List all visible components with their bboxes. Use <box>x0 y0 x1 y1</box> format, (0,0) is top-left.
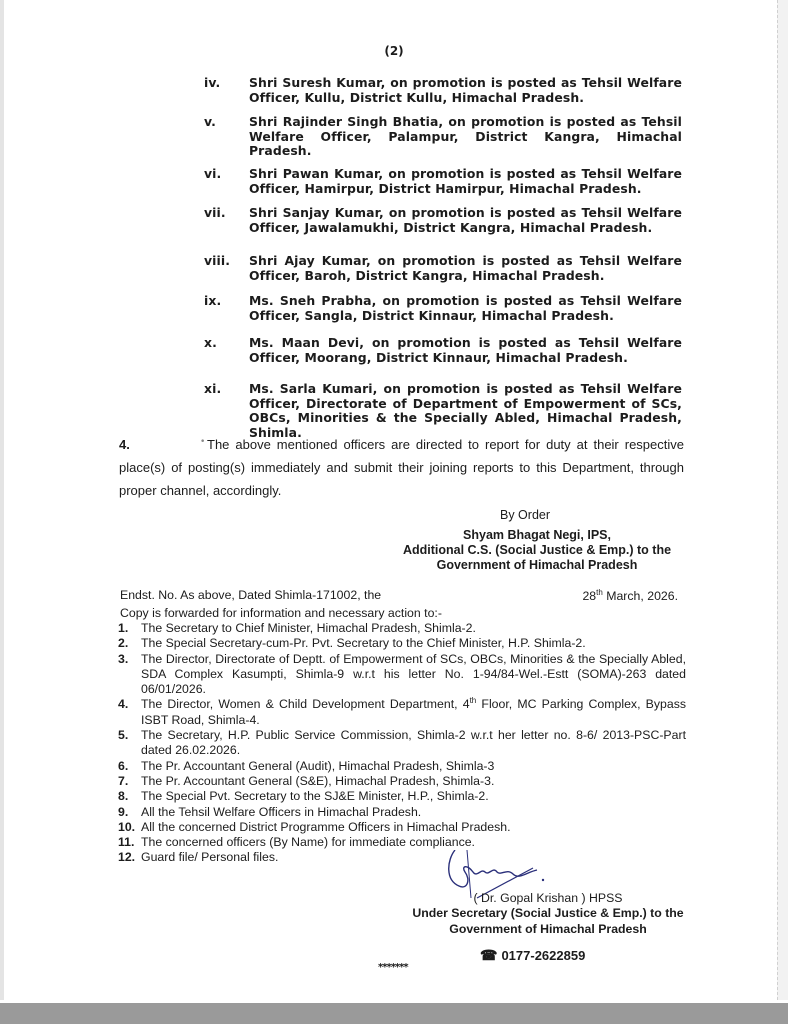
copy-list-item <box>118 652 686 698</box>
copy-list-item <box>118 728 686 759</box>
copy-item-text: The Special Pvt. Secretary to the SJ&E Minister, H.P., Shimla-2. <box>141 789 489 804</box>
order-signatory <box>398 528 676 573</box>
posting-item <box>204 75 682 105</box>
copy-item-text: Guard file/ Personal files. <box>141 850 279 865</box>
signatory-name: Shyam Bhagat Negi, IPS, <box>463 528 611 542</box>
posting-item <box>204 166 682 196</box>
signatory-government: Government of Himachal Pradesh <box>436 558 638 572</box>
posting-item <box>204 381 682 440</box>
copy-item-text: The Director, Women & Child Development Department, 4 <box>141 697 470 712</box>
copy-item-text: The Pr. Accountant General (S&E), Himachal Pradesh, Shimla-3. <box>141 773 495 788</box>
signatory-name: ( Dr. Gopal Krishan ) HPSS <box>473 891 623 905</box>
phone-line <box>480 947 585 964</box>
copy-item-number: 5. <box>118 728 129 743</box>
copy-distribution-list <box>118 621 686 866</box>
copy-item-number: 8. <box>118 789 129 804</box>
posting-number: ix. <box>204 293 222 308</box>
copy-item-text: Floor, MC Parking Complex, Bypass ISBT Road, Shimla-4. <box>141 697 686 727</box>
copy-intro: Copy is forwarded for information and necessary action to:- <box>120 606 442 620</box>
copy-item-text: The concerned officers (By Name) for immediate compliance. <box>141 835 475 850</box>
page-number: (2) <box>384 44 404 58</box>
copy-item-text: All the Tehsil Welfare Officers in Himachal Pradesh. <box>141 804 422 819</box>
posting-number: iv. <box>204 75 221 90</box>
copy-item-number: 12. <box>118 850 136 865</box>
posting-text: Shri Sanjay Kumar, on promotion is posted as Tehsil Welfare Officer, Jawalamukhi, District Kangra, Himachal Pradesh. <box>249 205 682 235</box>
posting-item <box>204 253 682 283</box>
posting-number: xi. <box>204 381 222 396</box>
stray-mark: • <box>200 437 206 447</box>
copy-item-number: 7. <box>118 773 129 788</box>
copy-item-text: The Director, Directorate of Deptt. of Empowerment of SCs, OBCs, Minorities & the Specially Abled, SDA Complex Kasumpti, Shimla-9 w.r.t his letter No. 1-94/84-Wel.-Estt (SOMA)-263 dated 06/01/2026. <box>141 651 686 697</box>
copy-item-number: 1. <box>118 621 129 635</box>
copy-item-text: The Secretary, H.P. Public Service Commission, Shimla-2 w.r.t her letter no. 8-6/ 2013-PSC-Part dated 26.02.2026. <box>141 728 686 758</box>
under-secretary-signatory <box>398 891 698 937</box>
copy-item-number: 9. <box>118 804 129 819</box>
phone-number: 0177-2622859 <box>501 948 586 963</box>
copy-item-number: 4. <box>118 697 129 712</box>
posting-item <box>204 293 682 323</box>
copy-item-text: The Special Secretary-cum-Pr. Pvt. Secretary to the Chief Minister, H.P. Shimla-2. <box>141 636 586 651</box>
telephone-icon: ☎ <box>480 947 498 963</box>
copy-list-item <box>118 789 686 804</box>
posting-item <box>204 114 682 159</box>
posting-number: x. <box>204 335 217 350</box>
copy-item-number: 11. <box>118 835 135 850</box>
endorsement-date: 28th March, 2026. <box>582 588 678 604</box>
posting-text: Ms. Sarla Kumari, on promotion is posted as Tehsil Welfare Officer, Directorate of Department of Empowerment of SCs, OBCs, Minorities & the Specially Abled, Himachal Pradesh, Shimla. <box>249 381 682 440</box>
copy-item-number: 3. <box>118 651 129 666</box>
copy-item-number: 6. <box>118 758 129 773</box>
copy-list-item <box>118 759 686 774</box>
endorsement-text: Endst. No. As above, Dated Shimla-171002, the <box>120 588 382 602</box>
copy-list-item <box>118 850 686 865</box>
posting-number: vii. <box>204 205 226 220</box>
copy-item-number: 2. <box>118 636 129 651</box>
page-right-edge <box>777 0 788 1000</box>
end-marker: ******* <box>378 962 408 973</box>
copy-item-number: 10. <box>118 819 136 834</box>
copy-list-item <box>118 774 686 789</box>
page-left-edge <box>0 0 4 1000</box>
copy-list-item <box>118 697 686 728</box>
posting-item <box>204 205 682 235</box>
copy-item-text: The Pr. Accountant General (Audit), Himachal Pradesh, Shimla-3 <box>141 758 495 773</box>
posting-text: Shri Ajay Kumar, on promotion is posted as Tehsil Welfare Officer, Baroh, District Kangra, Himachal Pradesh. <box>249 253 682 283</box>
posting-text: Shri Suresh Kumar, on promotion is posted as Tehsil Welfare Officer, Kullu, District Kullu, Himachal Pradesh. <box>249 75 682 105</box>
posting-number: viii. <box>204 253 231 268</box>
signatory-designation: Under Secretary (Social Justice & Emp.) to the <box>412 906 684 921</box>
posting-text: Shri Pawan Kumar, on promotion is posted as Tehsil Welfare Officer, Hamirpur, District Hamirpur, Himachal Pradesh. <box>249 166 682 196</box>
ordinal-suffix: th <box>469 696 477 706</box>
paragraph-number: 4. <box>119 437 130 452</box>
posting-item <box>204 335 682 365</box>
copy-list-item <box>118 621 686 636</box>
copy-list-item <box>118 835 686 850</box>
copy-list-item <box>118 820 686 835</box>
by-order-label: By Order <box>500 508 551 522</box>
copy-item-text: All the concerned District Programme Officers in Himachal Pradesh. <box>141 819 511 834</box>
signatory-designation: Additional C.S. (Social Justice & Emp.) to the <box>402 543 672 557</box>
paragraph-4 <box>119 433 684 502</box>
endorsement-line <box>120 588 678 602</box>
copy-item-text: The Secretary to Chief Minister, Himachal Pradesh, Shimla-2. <box>141 621 476 635</box>
posting-number: v. <box>204 114 216 129</box>
posting-number: vi. <box>204 166 222 181</box>
copy-list-item <box>118 636 686 651</box>
signatory-government: Government of Himachal Pradesh <box>449 921 647 936</box>
viewer-bottom-band <box>0 1003 788 1024</box>
posting-text: Ms. Sneh Prabha, on promotion is posted as Tehsil Welfare Officer, Sangla, District Kinnaur, Himachal Pradesh. <box>249 293 682 323</box>
posting-text: Ms. Maan Devi, on promotion is posted as Tehsil Welfare Officer, Moorang, District Kinnaur, Himachal Pradesh. <box>249 335 682 365</box>
posting-text: Shri Rajinder Singh Bhatia, on promotion is posted as Tehsil Welfare Officer, Palampur, District Kangra, Himachal Pradesh. <box>249 114 682 158</box>
copy-list-item <box>118 805 686 820</box>
paragraph-text: The above mentioned officers are directed to report for duty at their respective place(s) of posting(s) immediately and submit their joining reports to this Department, through proper channel, accordingly. <box>119 437 684 498</box>
